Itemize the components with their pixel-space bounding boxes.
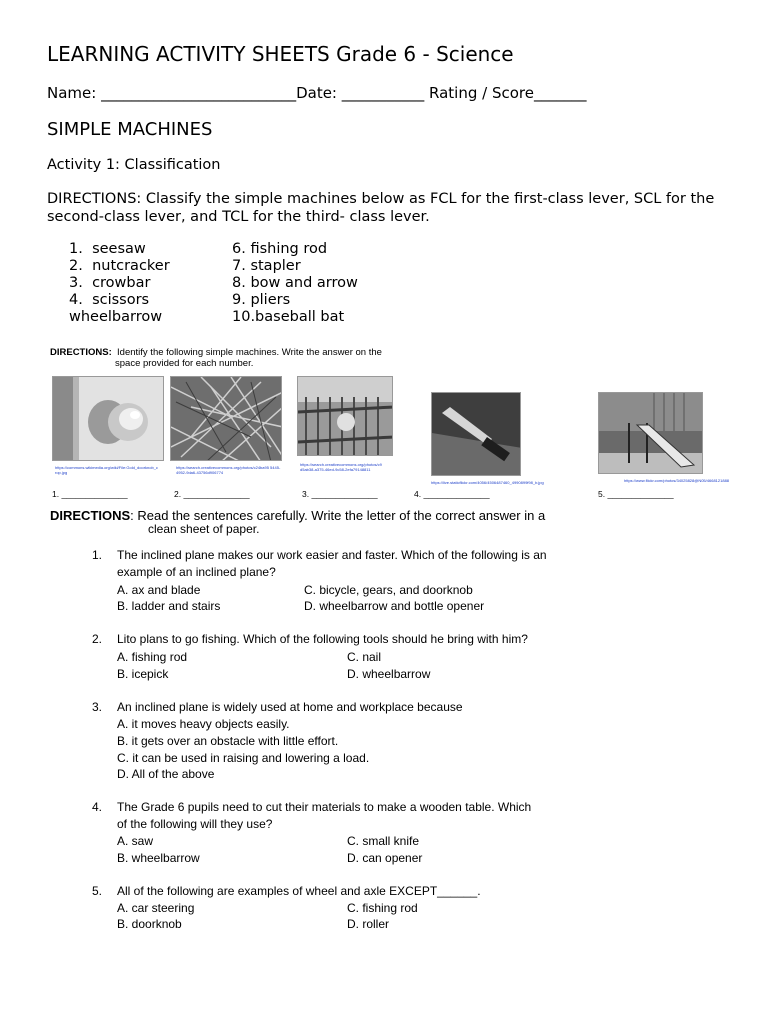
- directions-multiple-choice: DIRECTIONS: Read the sentences carefully. Write the letter of the correct answer in a: [50, 508, 546, 523]
- question-number: 3.: [92, 700, 103, 714]
- directions-identify: DIRECTIONS: Identify the following simple machines. Write the answer on the space provided for each number.: [50, 347, 382, 369]
- slide-photo: [598, 392, 703, 474]
- knife-photo: [431, 392, 521, 476]
- choice: B. wheelbarrow: [117, 851, 200, 865]
- list-item: 6. fishing rod: [232, 241, 328, 257]
- question-number: 4.: [92, 800, 103, 814]
- answer-blank: 1. ______________: [52, 489, 128, 499]
- choice: C. it can be used in raising and lowering a load.: [117, 751, 370, 765]
- fence-photo: [297, 376, 393, 456]
- choice: B. icepick: [117, 667, 169, 681]
- answer-blank: 5. ______________: [598, 489, 674, 499]
- choice: B. doorknob: [117, 917, 182, 931]
- answer-blank: 4. ______________: [414, 489, 490, 499]
- list-item: 10.baseball bat: [232, 309, 345, 325]
- choice: C. small knife: [347, 834, 420, 848]
- choice: A. it moves heavy objects easily.: [117, 717, 290, 731]
- image-caption: https://commons.wikimedia.org/wiki/File:Gold_doorknob_c rop.jpg: [55, 465, 158, 475]
- question-text: The inclined plane makes our work easier and faster. Which of the following is an: [117, 548, 547, 562]
- choice: A. fishing rod: [117, 650, 188, 664]
- directions-multiple-choice-cont: clean sheet of paper.: [148, 522, 260, 536]
- list-item: wheelbarrow: [69, 309, 163, 325]
- choice: D. All of the above: [117, 767, 215, 781]
- image-caption: https://search.creativecommons.org/photos/c24ba95 5445-4952-9da6-43756d906774: [176, 465, 281, 475]
- list-item: 7. stapler: [232, 258, 301, 274]
- answer-blank: 2. ______________: [174, 489, 250, 499]
- student-info-line: Name: __________________________Date: ___________ Rating / Score_______: [47, 84, 587, 102]
- choice: A. saw: [117, 834, 154, 848]
- question-text: of the following will they use?: [117, 817, 273, 831]
- page-title: LEARNING ACTIVITY SHEETS Grade 6 - Science: [47, 42, 514, 66]
- list-item: 1. seesaw: [69, 241, 146, 257]
- image-caption: https://www.flickr.com/photos/34025828@N05/4668121888: [624, 478, 730, 483]
- image-caption: https://search.creativecommons.org/photos/c9 d5ab38-a375-46ed-9c58-2efa79148811: [300, 462, 382, 472]
- choice: C. nail: [347, 650, 382, 664]
- question-text: example of an inclined plane?: [117, 565, 276, 579]
- question-text: All of the following are examples of wheel and axle EXCEPT______.: [117, 884, 481, 898]
- activity-title: Activity 1: Classification: [47, 157, 221, 173]
- list-item: 4. scissors: [69, 292, 150, 308]
- list-item: 8. bow and arrow: [232, 275, 358, 291]
- list-item: 3. crowbar: [69, 275, 151, 291]
- choice: B. it gets over an obstacle with little effort.: [117, 734, 339, 748]
- list-item: 9. pliers: [232, 292, 291, 308]
- choice: D. wheelbarrow and bottle opener: [304, 599, 485, 613]
- choice: D. wheelbarrow: [347, 667, 431, 681]
- directions-classification: DIRECTIONS: Classify the simple machines below as FCL for the first-class lever, SCL for the second-class lever, and TCL for the third- class lever.: [47, 191, 715, 225]
- answer-blank: 3. ______________: [302, 489, 378, 499]
- question-text: An inclined plane is widely used at home and workplace because: [117, 700, 463, 714]
- choice: D. can opener: [347, 851, 423, 865]
- choice: D. roller: [347, 917, 390, 931]
- list-item: 2. nutcracker: [69, 258, 170, 274]
- question-text: Lito plans to go fishing. Which of the following tools should he bring with him?: [117, 632, 528, 646]
- choice: B. ladder and stairs: [117, 599, 221, 613]
- nails-photo: [170, 376, 282, 461]
- choice: C. bicycle, gears, and doorknob: [304, 583, 473, 597]
- question-number: 5.: [92, 884, 103, 898]
- question-number: 2.: [92, 632, 103, 646]
- choice: A. ax and blade: [117, 583, 201, 597]
- choice: C. fishing rod: [347, 901, 418, 915]
- doorknob-photo: [52, 376, 164, 461]
- image-caption: https://live.staticflickr.com/4056/4506487460_4990899f98_b.jpg: [431, 480, 544, 485]
- question-number: 1.: [92, 548, 103, 562]
- section-title: SIMPLE MACHINES: [47, 119, 213, 140]
- choice: A. car steering: [117, 901, 195, 915]
- question-text: The Grade 6 pupils need to cut their materials to make a wooden table. Which: [117, 800, 532, 814]
